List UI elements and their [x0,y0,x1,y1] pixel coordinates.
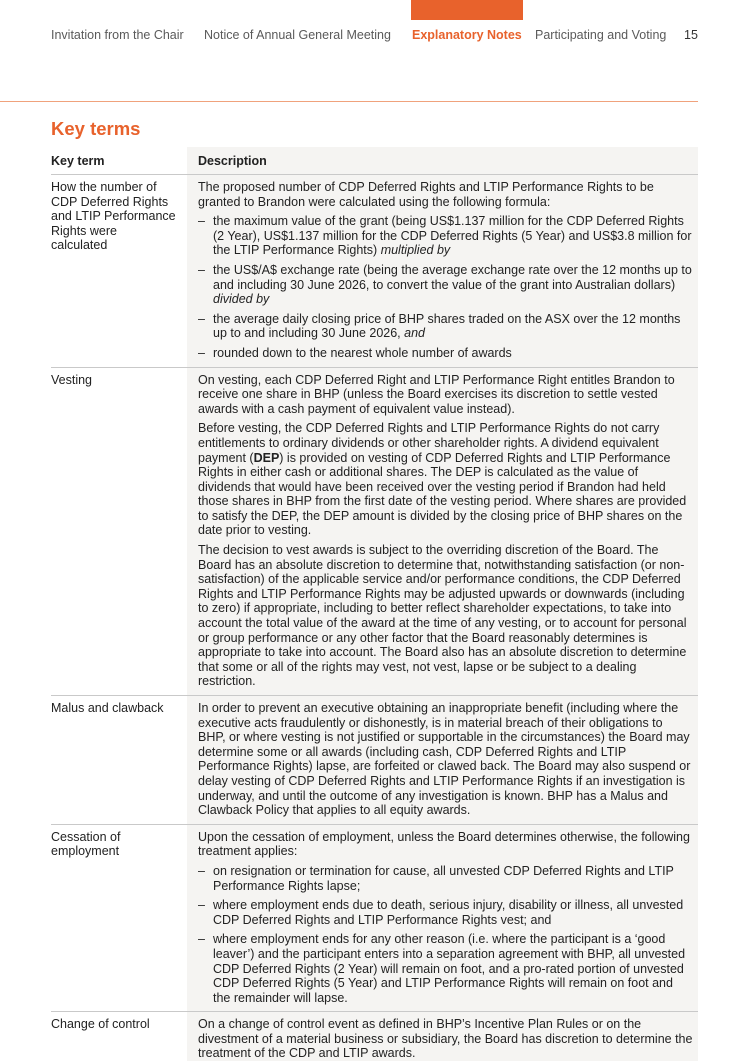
nav-item-explanatory-notes[interactable]: Explanatory Notes [412,28,522,42]
description-paragraph: The proposed number of CDP Deferred Rights and LTIP Performance Rights to be granted to Brandon were calculated using the following formula: [198,180,654,209]
header-key-term: Key term [51,154,105,168]
table-row [51,696,698,825]
row-description [198,1012,693,1061]
row-description [198,825,693,1012]
list-item: – the US$/A$ exchange rate (being the average exchange rate over the 12 months up to and including 30 June 2026, to convert the value of the grant into Australian dollars) divided by [198,262,692,307]
list-item: – the maximum value of the grant (being US$1.137 million for the CDP Deferred Rights (2 Year), US$1.137 million for the CDP Deferred Rights (5 Year) and US$3.8 million for the LTIP Performance Rights) multiplied by [198,214,692,258]
table-row [51,175,698,368]
list-item: – rounded down to the nearest whole number of awards [198,345,512,360]
section-title: Key terms [51,118,141,139]
nav-item-notice[interactable]: Notice of Annual General Meeting [204,28,391,42]
row-description [198,175,693,367]
list-item: – on resignation or termination for cause, all unvested CDP Deferred Rights and LTIP Performance Rights lapse; [198,863,674,893]
row-description [198,368,693,695]
top-navigation [0,0,748,48]
row-term: How the number of CDP Deferred Rights and LTIP Performance Rights were calculated [51,180,176,253]
row-term: Vesting [51,372,93,387]
row-term: Cessation of employment [51,829,121,859]
list-item: – where employment ends due to death, serious injury, disability or illness, all unvested CDP Deferred Rights and LTIP Performance Rights vest; and [198,898,684,927]
table-header [51,147,698,175]
nav-item-participating[interactable]: Participating and Voting [535,28,667,42]
table-row [51,1012,698,1061]
row-term: Change of control [51,1017,150,1032]
row-description [198,696,693,824]
active-tab-marker [411,0,523,20]
description-paragraph: The decision to vest awards is subject to the overriding discretion of the Board. The Board has an absolute discretion to determine that, notwithstanding satisfaction (or non-satisfaction) of the applicable service and/or performance conditions, the CDP Deferred Rights and LTIP Performance Rights may be adjusted upwards or downwards (including to zero) if appropriate, including to better reflect shareholder expectations, to take into account the total value of the award at the time of any vesting, or to account for personal or group performance or any other factor that the Board reasonably determines is appropriate to take into account. The Board also has an absolute discretion to determine that some or all of the rights may vest, not vest, lapse or be subject to a dealing restriction. [198,543,687,689]
nav-item-invitation[interactable]: Invitation from the Chair [51,28,184,42]
header-description: Description [198,154,267,168]
description-paragraph: In order to prevent an executive obtaining an inappropriate benefit (including where the executive acts fraudulently or dishonestly, is in material breach of their obligations to BHP, or where vesting is not justified or supportable in the circumstances) the Board may determine some or all awards (including cash, CDP Deferred Rights and LTIP Performance Rights) lapse, are forfeited or clawed back. The Board may also suspend or delay vesting of CDP Deferred Rights and LTIP Performance Rights if an investigation is underway, and until the outcome of any investigation is known. BHP has a Malus and Clawback Policy that applies to all equity awards. [198,701,691,818]
header-divider [0,101,698,102]
table-row [51,368,698,696]
description-paragraph: Before vesting, the CDP Deferred Rights and LTIP Performance Rights do not carry entitlements to ordinary dividends or other shareholder rights. A dividend equivalent payment (DEP) is provided on vesting of CDP Deferred Rights and LTIP Performance Rights in either cash or additional shares. The DEP is calculated as the value of dividends that would have been received over the vesting period if Brandon had held those shares in BHP from the first date of the vesting period. Where shares are provided to satisfy the DEP, the DEP amount is divided by the closing price of BHP shares on the date prior to vesting. [198,421,687,538]
table-row [51,825,698,1013]
list-item: – where employment ends for any other reason (i.e. where the participant is a ‘good leaver’) and the participant enters into a separation agreement with BHP, all unvested CDP Deferred Rights (2 Year) will remain on foot, and a pro-rated portion of unvested CDP Deferred Rights (5 Year) and LTIP Performance Rights will remain on foot and the remainder will lapse. [198,932,686,1005]
description-paragraph: On a change of control event as defined in BHP’s Incentive Plan Rules or on the divestment of a material business or subsidiary, the Board has discretion to determine the treatment of the CDP and LTIP awards. [198,1017,693,1061]
row-term: Malus and clawback [51,701,164,715]
description-paragraph: On vesting, each CDP Deferred Right and LTIP Performance Right entitles Brandon to receive one share in BHP (unless the Board exercises its discretion to settle vested awards with a cash payment of equivalent value instead). [198,372,675,416]
page-number: 15 [684,28,698,42]
description-paragraph: Upon the cessation of employment, unless the Board determines otherwise, the following treatment applies: [198,829,690,859]
key-terms-table [51,147,698,1061]
list-item: – the average daily closing price of BHP shares traded on the ASX over the 12 months up to and including 30 June 2026, and [198,311,681,341]
